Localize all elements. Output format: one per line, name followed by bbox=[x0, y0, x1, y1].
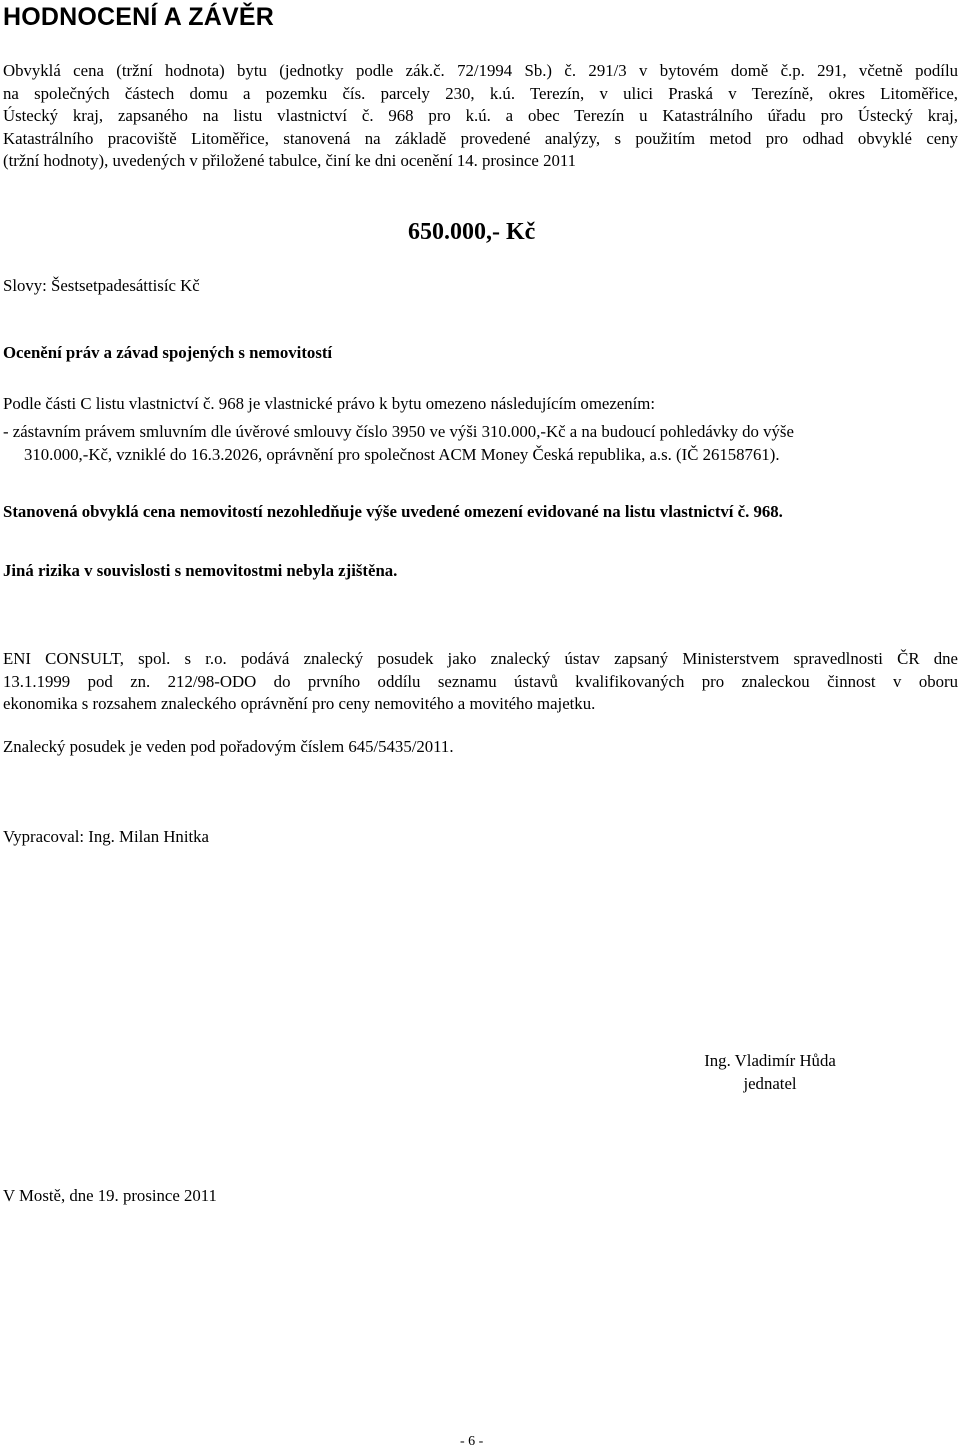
institute-paragraph bbox=[3, 648, 958, 716]
lien-list-item bbox=[3, 421, 958, 466]
page-number: - 6 - bbox=[460, 1434, 484, 1449]
valuation-line-4: Katastrálního pracoviště Litoměřice, stanovená na základě provedené analýzy, s použitím metod pro odhad obvyklé ceny bbox=[3, 128, 958, 148]
place-and-date: V Mostě, dne 19. prosince 2011 bbox=[3, 1186, 217, 1205]
valuation-line-3: Ústecký kraj, zapsaného na listu vlastnictví č. 968 pro k.ú. a obec Terezín u Katastrálního úřadu pro Ústecký kraj, bbox=[3, 106, 958, 125]
prepared-by-text: Vypracoval: Ing. Milan Hnitka bbox=[3, 827, 209, 846]
section-heading-rights: Ocenění práv a závad spojených s nemovitostí bbox=[3, 343, 333, 362]
institute-line-1: ENI CONSULT, spol. s r.o. podává znalecký posudek jako znalecký ústav zapsaný Ministerstvem spravedlnosti ČR dne bbox=[3, 649, 958, 668]
valuation-line-1: Obvyklá cena (tržní hodnota) bytu (jednotky podle zák.č. 72/1994 Sb.) č. 291/3 v bytovém domě č.p. 291, včetně podílu bbox=[3, 61, 958, 80]
institute-line-2: 13.1.1999 pod zn. 212/98-ODO do prvního oddílu seznamu ústavů kvalifikovaných pro znaleckou činnost v oboru bbox=[3, 671, 958, 691]
price-disclaimer: Stanovená obvyklá cena nemovitostí nezohledňuje výše uvedené omezení evidované na listu vlastnictví č. 968. bbox=[3, 502, 783, 521]
valuation-line-5: (tržní hodnoty), uvedených v přiložené tabulce, činí ke dni ocenění 14. prosince 2011 bbox=[3, 151, 577, 170]
registry-number-text: Znalecký posudek je veden pod pořadovým číslem 645/5435/2011. bbox=[3, 737, 454, 756]
lien-intro-text: Podle části C listu vlastnictví č. 968 je vlastnické právo k bytu omezeno následujícím omezením: bbox=[3, 394, 655, 413]
valuation-paragraph bbox=[3, 60, 958, 173]
valuation-amount: 650.000,- Kč bbox=[408, 219, 536, 245]
signature-block bbox=[690, 1050, 850, 1095]
amount-in-words: Slovy: Šestsetpadesáttisíc Kč bbox=[3, 276, 200, 295]
valuation-line-2: na společných částech domu a pozemku čís. parcely 230, k.ú. Terezín, v ulici Praská v Terezíně, okres Litoměřice, bbox=[3, 83, 958, 103]
lien-line-1: - zástavním právem smluvním dle úvěrové smlouvy číslo 3950 ve výši 310.000,-Kč a na budoucí pohledávky do výše bbox=[3, 422, 794, 441]
page-title: HODNOCENÍ A ZÁVĚR bbox=[3, 3, 275, 31]
lien-line-2: 310.000,-Kč, vzniklé do 16.3.2026, oprávnění pro společnost ACM Money Česká republika, a.s. (IČ 26158761). bbox=[24, 444, 780, 464]
risk-statement: Jiná rizika v souvislosti s nemovitostmi nebyla zjištěna. bbox=[3, 561, 398, 580]
signer-role: jednatel bbox=[743, 1073, 797, 1093]
signer-name: Ing. Vladimír Hůda bbox=[704, 1051, 836, 1070]
institute-line-3: ekonomika s rozsahem znaleckého oprávnění pro ceny nemovitého a movitého majetku. bbox=[3, 694, 596, 713]
